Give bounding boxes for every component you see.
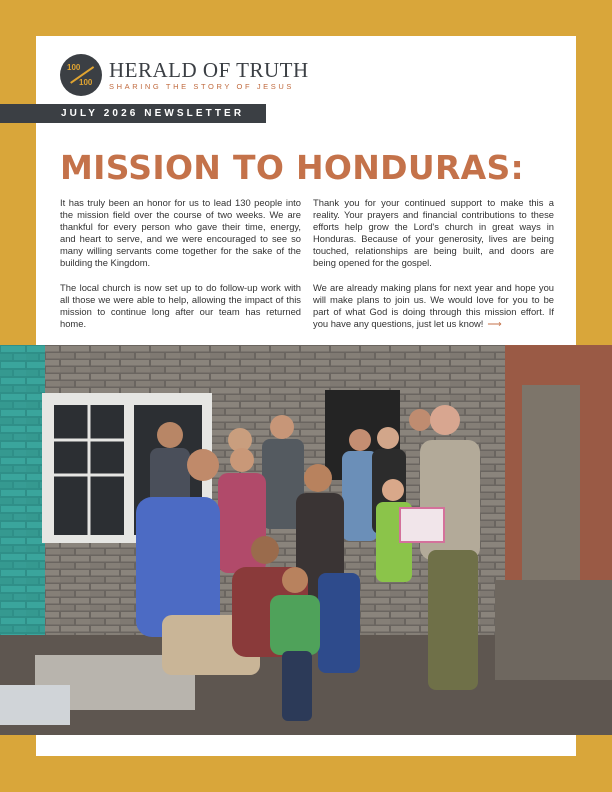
group-photo — [0, 345, 612, 735]
right-paragraph-1: Thank you for your continued support to make this a reality. Your prayers and financial contributions to these efforts help grow the Lord's church in great ways in Honduras. Because of your generosity, lives are being touched, relationships are being built, and doors are being opened for the gospel. — [313, 197, 554, 269]
logo-text — [109, 59, 309, 91]
headline: MISSION TO HONDURAS: — [60, 148, 525, 187]
left-paragraph-2: The local church is now set up to do follow-up work with all those we were able to help, allowing the impact of this mission to continue long after our team has returned home. — [60, 281, 301, 329]
right-paragraph-2-text: We are already making plans for next year and hope you will make plans to join us. We would love for you to be part of what God is doing through this mission effort. If you have any questions, just let us know! — [313, 281, 554, 329]
right-paragraph-2 — [313, 282, 554, 331]
logo — [60, 54, 309, 96]
issue-bar — [0, 104, 266, 123]
org-name: HERALD OF TRUTH — [109, 58, 309, 82]
anniversary-badge-icon — [60, 54, 102, 96]
left-paragraph-1: It has truly been an honor for us to lead 130 people into the mission field over the course of two weeks. We are thankful for every person who gave their time, energy, and heart to serve, and we were encouraged to see so many willing servants come together for the sake of the building the Kingdom. — [60, 197, 301, 269]
badge-top-number: 100 — [67, 63, 81, 72]
issue-label: JULY 2026 NEWSLETTER — [61, 108, 245, 119]
arrow-right-icon: ⟶ — [487, 318, 502, 330]
right-column — [313, 197, 554, 343]
org-tagline: SHARING THE STORY OF JESUS — [109, 82, 294, 91]
badge-bottom-number: 100 — [79, 78, 93, 87]
group-photo-illustration — [0, 345, 612, 735]
left-column — [60, 197, 301, 342]
